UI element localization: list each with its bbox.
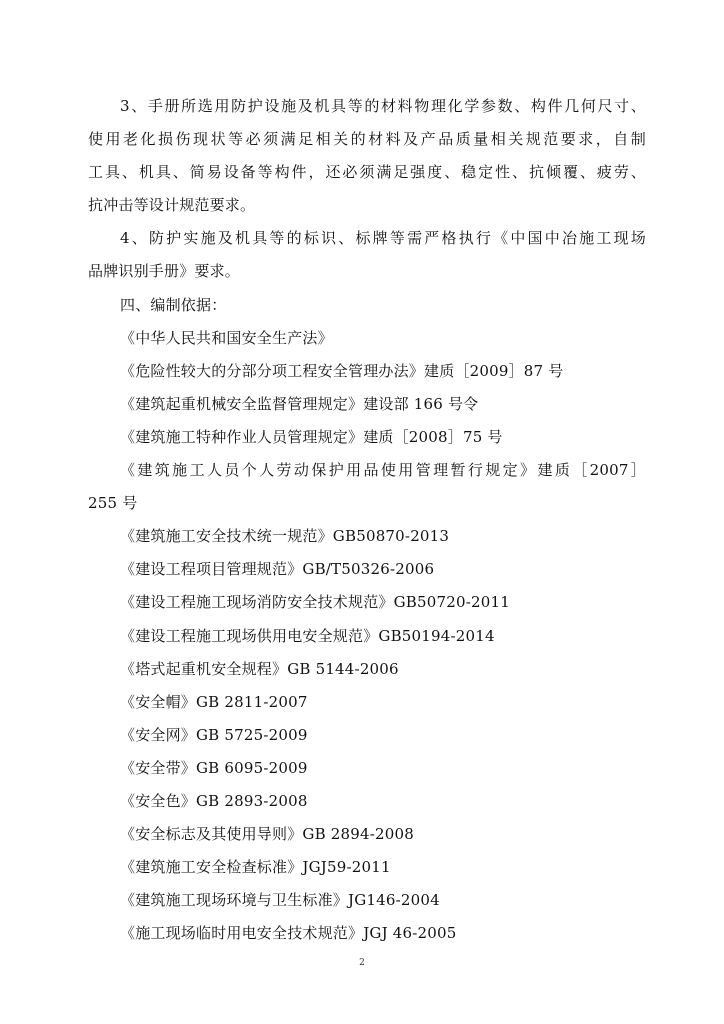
reference-item: 《建筑施工安全技术统一规范》GB50870-2013 xyxy=(120,527,450,546)
paragraph-3-line-4: 抗冲击等设计规范要求。 xyxy=(88,196,256,215)
paragraph-3-line-3: 工具、机具、简易设备等构件，还必须满足强度、稳定性、抗倾覆、疲劳、 xyxy=(88,163,646,182)
reference-item-continuation: 255 号 xyxy=(88,494,138,513)
reference-item: 《建筑施工现场环境与卫生标准》JG146-2004 xyxy=(120,891,440,910)
reference-item: 《中华人民共和国安全生产法》 xyxy=(120,328,333,347)
document-body xyxy=(88,90,646,950)
reference-item: 《建设工程施工现场供用电安全规范》GB50194-2014 xyxy=(120,626,495,645)
reference-item: 《建设工程施工现场消防安全技术规范》GB50720-2011 xyxy=(120,593,510,612)
paragraph-3-line-2: 使用老化损伤现状等必须满足相关的材料及产品质量相关规范要求，自制 xyxy=(88,130,646,149)
paragraph-4-line-1: 4、防护实施及机具等的标识、标牌等需严格执行《中国中冶施工现场 xyxy=(120,229,646,248)
reference-item: 《施工现场临时用电安全技术规范》JGJ 46-2005 xyxy=(120,924,457,943)
page-number: 2 xyxy=(359,958,365,968)
reference-item: 《安全带》GB 6095-2009 xyxy=(120,758,308,777)
reference-item: 《安全帽》GB 2811-2007 xyxy=(120,692,308,711)
reference-item: 《安全色》GB 2893-2008 xyxy=(120,791,308,810)
reference-item: 《安全标志及其使用导则》GB 2894-2008 xyxy=(120,825,414,844)
paragraph-4-line-2: 品牌识别手册》要求。 xyxy=(88,262,241,281)
reference-item: 《危险性较大的分部分项工程安全管理办法》建质［2009］87 号 xyxy=(120,361,564,380)
reference-item: 《安全网》GB 5725-2009 xyxy=(120,725,308,744)
reference-item: 《建筑起重机械安全监督管理规定》建设部 166 号令 xyxy=(120,394,479,413)
reference-item: 《建筑施工特种作业人员管理规定》建质［2008］75 号 xyxy=(120,427,503,446)
reference-item: 《建设工程项目管理规范》GB/T50326-2006 xyxy=(120,560,435,579)
reference-item: 《塔式起重机安全规程》GB 5144-2006 xyxy=(120,659,399,678)
section-heading: 四、编制依据： xyxy=(120,295,227,314)
paragraph-3-line-1: 3、手册所选用防护设施及机具等的材料物理化学参数、构件几何尺寸、 xyxy=(120,97,646,115)
reference-item: 《建筑施工人员个人劳动保护用品使用管理暂行规定》建质［2007］ xyxy=(120,461,646,480)
reference-item: 《建筑施工安全检查标准》JGJ59-2011 xyxy=(120,858,391,877)
